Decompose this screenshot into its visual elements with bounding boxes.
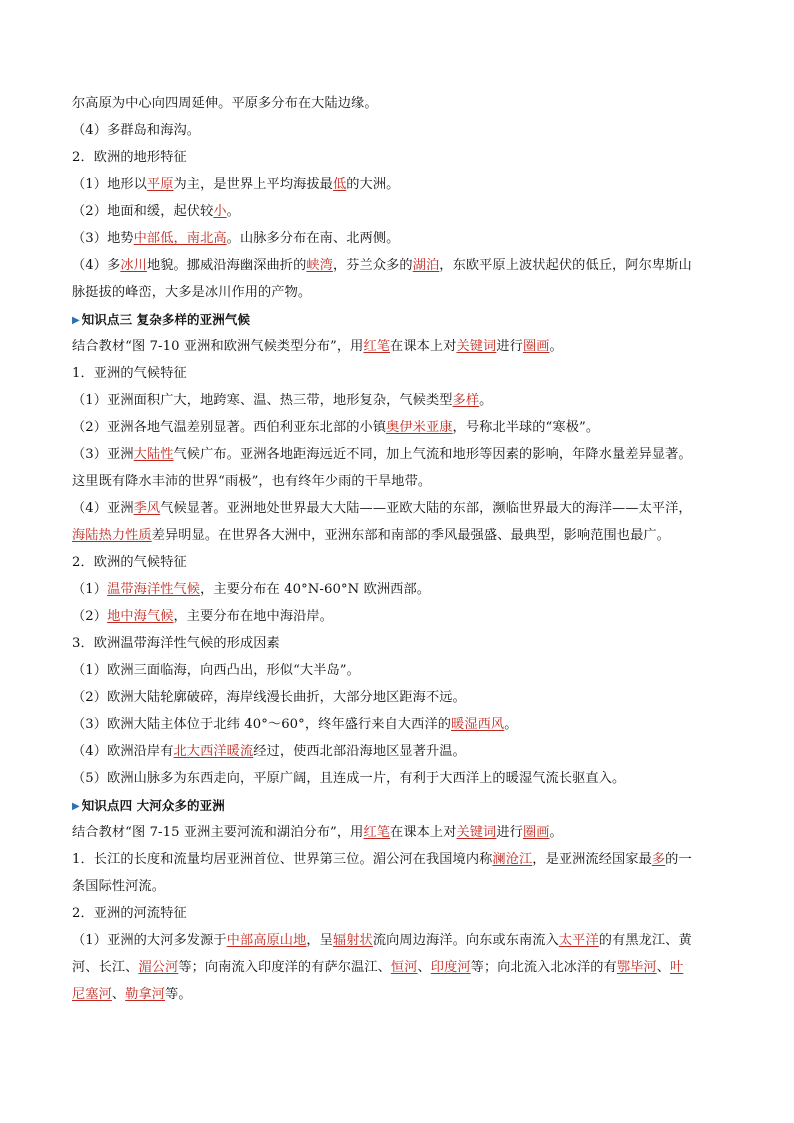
highlighted-keyword: 小 — [213, 204, 227, 219]
highlighted-keyword: 圈画 — [522, 825, 550, 840]
highlighted-keyword: 多 — [651, 852, 666, 867]
text-segment: 流向周边海洋。向东或东南流入 — [372, 933, 559, 948]
text-line — [72, 414, 744, 441]
text-line — [72, 279, 744, 306]
highlighted-keyword: 关键词 — [456, 825, 497, 840]
text-segment: 气候广布。亚洲各地距海远近不同，加上气流和地形等因素的影响，年降水量差异显著。 — [173, 447, 692, 462]
text-line — [72, 954, 744, 981]
text-segment: 进行 — [496, 339, 523, 354]
highlighted-keyword: 太平洋 — [558, 933, 599, 948]
text-segment: （2）欧洲大陆轮廓破碎，海岸线漫长曲折，大部分地区距海不远。 — [72, 690, 466, 705]
text-segment: 。 — [549, 825, 563, 840]
text-line — [72, 900, 744, 927]
text-line — [72, 981, 744, 1008]
text-line — [72, 846, 744, 873]
highlighted-keyword: 奥伊米亚康 — [386, 420, 453, 435]
highlighted-keyword: 红笔 — [363, 825, 391, 840]
highlighted-keyword: 中部低，南北高 — [133, 231, 227, 246]
text-segment: ，东欧平原上波状起伏的低丘，阿尔卑斯山 — [439, 258, 692, 273]
text-segment: （1）亚洲面积广大，地跨寒、温、热三带，地形复杂，气候类型 — [72, 393, 453, 408]
text-segment: 结合教材“图 7-15 亚洲主要河流和湖泊分布”，用 — [72, 825, 364, 840]
text-line — [72, 387, 744, 414]
highlighted-keyword: 大陆性 — [133, 447, 174, 462]
highlighted-keyword: 尼塞河 — [72, 987, 112, 1002]
text-segment: （4）欧洲沿岸有 — [72, 744, 174, 759]
highlighted-keyword: 北大西洋暖流 — [173, 744, 254, 759]
highlighted-keyword: 关键词 — [456, 339, 497, 354]
text-segment: 知识点四 大河众多的亚洲 — [81, 798, 225, 813]
text-segment: 经过，使西北部沿海地区显著升温。 — [253, 744, 466, 759]
highlighted-keyword: 恒河 — [390, 960, 418, 975]
highlighted-keyword: 峡湾 — [306, 258, 333, 273]
highlighted-keyword: 印度河 — [430, 960, 471, 975]
text-line — [72, 495, 744, 522]
highlighted-keyword: 红笔 — [363, 339, 391, 354]
text-segment: 为主，是世界上平均海拔最 — [173, 177, 333, 192]
highlighted-keyword: 澜沧江 — [492, 852, 533, 867]
text-segment: ，呈 — [306, 933, 333, 948]
text-line — [72, 603, 744, 630]
text-segment: 条国际性河流。 — [72, 879, 166, 894]
text-segment: ，主要分布在地中海沿岸。 — [173, 609, 333, 624]
text-segment: （3）地势 — [72, 231, 134, 246]
text-segment: 。 — [479, 393, 493, 408]
highlighted-keyword: 湄公河 — [138, 960, 179, 975]
text-line — [72, 252, 744, 279]
triangle-marker-icon: ▶ — [72, 315, 80, 326]
text-segment: 3．欧洲温带海洋性气候的形成因素 — [72, 636, 280, 651]
text-segment: 、 — [656, 960, 671, 975]
text-segment: 知识点三 复杂多样的亚洲气候 — [81, 312, 251, 327]
text-line — [72, 927, 744, 954]
text-line — [72, 144, 744, 171]
text-line — [72, 198, 744, 225]
text-segment: （4）多群岛和海沟。 — [72, 123, 201, 138]
text-segment: （2）亚洲各地气温差别显著。西伯利亚东北部的小镇 — [72, 420, 387, 435]
highlighted-keyword: 冰川 — [120, 258, 147, 273]
text-segment: （4）多 — [72, 258, 121, 273]
text-segment: 、 — [111, 987, 126, 1002]
text-segment: （4）亚洲 — [72, 501, 134, 516]
text-line — [72, 171, 744, 198]
text-segment: 河、长江、 — [72, 960, 139, 975]
highlighted-keyword: 低 — [332, 177, 347, 192]
highlighted-keyword: 海陆热力性质 — [72, 528, 152, 543]
text-line — [72, 441, 744, 468]
text-segment: 脉挺拔的峰峦，大多是冰川作用的产物。 — [72, 285, 312, 300]
highlighted-keyword: 叶 — [670, 960, 684, 975]
text-segment: （3）亚洲 — [72, 447, 134, 462]
text-line — [72, 738, 744, 765]
text-segment: 2．欧洲的气候特征 — [72, 555, 187, 570]
text-line — [72, 468, 744, 495]
text-segment: 的一 — [665, 852, 692, 867]
text-segment: 结合教材“图 7-10 亚洲和欧洲气候类型分布”，用 — [72, 339, 364, 354]
text-segment: 。山脉多分布在南、北两侧。 — [226, 231, 400, 246]
text-line — [72, 684, 744, 711]
highlighted-keyword: 湖泊 — [412, 258, 440, 273]
text-line — [72, 765, 744, 792]
text-line — [72, 225, 744, 252]
highlighted-keyword: 季风 — [133, 501, 161, 516]
text-segment: （5）欧洲山脉多为东西走向，平原广阔，且连成一片，有利于大西洋上的暖湿气流长驱直入。 — [72, 771, 626, 786]
text-line — [72, 117, 744, 144]
text-segment: ，芬兰众多的 — [332, 258, 413, 273]
text-segment: （2）地面和缓，起伏较 — [72, 204, 214, 219]
text-line — [72, 549, 744, 576]
text-segment: 差异明显。在世界各大洲中，亚洲东部和南部的季风最强盛、最典型，影响范围也最广。 — [151, 528, 670, 543]
text-segment: 气候显著。亚洲地处世界最大大陆——亚欧大陆的东部，濒临世界最大的海洋——太平洋， — [160, 501, 692, 516]
text-segment: （3）欧洲大陆主体位于北纬 40°～60°，终年盛行来自大西洋的 — [72, 717, 452, 732]
text-segment: ，是亚洲流经国家最 — [532, 852, 652, 867]
highlighted-keyword: 鄂毕河 — [616, 960, 657, 975]
text-segment: 等；向北流入北冰洋的有 — [470, 960, 617, 975]
text-segment: （1）亚洲的大河多发源于 — [72, 933, 227, 948]
text-segment: （2） — [72, 609, 108, 624]
text-segment: ，号称北半球的“寒极”。 — [452, 420, 600, 435]
text-segment: 等。 — [165, 987, 192, 1002]
text-segment: 尔高原为中心向四周延伸。平原多分布在大陆边缘。 — [72, 96, 378, 111]
text-line — [72, 90, 744, 117]
text-line — [72, 576, 744, 603]
highlighted-keyword: 暖湿西风 — [451, 717, 505, 732]
text-segment: 2．亚洲的河流特征 — [72, 906, 187, 921]
text-segment: 1．亚洲的气候特征 — [72, 366, 187, 381]
text-line — [72, 873, 744, 900]
text-segment: （1）地形以 — [72, 177, 147, 192]
highlighted-keyword: 勒拿河 — [125, 987, 166, 1002]
text-segment: 。 — [226, 204, 240, 219]
document-body — [72, 90, 744, 1008]
text-line — [72, 711, 744, 738]
text-line — [72, 819, 744, 846]
text-segment: 地貌。挪威沿海幽深曲折的 — [146, 258, 307, 273]
text-segment: 的大洲。 — [346, 177, 400, 192]
highlighted-keyword: 地中海气候 — [107, 609, 174, 624]
text-segment: 1．长江的长度和流量均居亚洲首位、世界第三位。湄公河在我国境内称 — [72, 852, 493, 867]
text-segment: 在课本上对 — [390, 339, 457, 354]
text-segment: 2．欧洲的地形特征 — [72, 150, 187, 165]
text-line — [72, 630, 744, 657]
knowledge-point-heading — [72, 306, 744, 333]
text-segment: 、 — [417, 960, 431, 975]
text-segment: 这里既有降水丰沛的世界“雨极”，也有终年少雨的干旱地带。 — [72, 474, 432, 489]
highlighted-keyword: 圈画 — [522, 339, 550, 354]
text-segment: 等；向南流入印度洋的有萨尔温江、 — [178, 960, 391, 975]
text-segment: 。 — [504, 717, 518, 732]
knowledge-point-heading — [72, 792, 744, 819]
text-line — [72, 657, 744, 684]
text-segment: ，主要分布在 40°N-60°N 欧洲西部。 — [200, 582, 431, 597]
text-segment: 的有黑龙江、黄 — [598, 933, 692, 948]
highlighted-keyword: 中部高原山地 — [226, 933, 307, 948]
highlighted-keyword: 多样 — [452, 393, 480, 408]
text-line — [72, 360, 744, 387]
text-segment: 进行 — [496, 825, 523, 840]
highlighted-keyword: 平原 — [146, 177, 174, 192]
text-segment: 。 — [549, 339, 563, 354]
text-segment: （1）欧洲三面临海，向西凸出，形似“大半岛”。 — [72, 663, 360, 678]
text-line — [72, 333, 744, 360]
text-segment: 在课本上对 — [390, 825, 457, 840]
text-line — [72, 522, 744, 549]
highlighted-keyword: 辐射状 — [332, 933, 373, 948]
highlighted-keyword: 温带海洋性气候 — [107, 582, 201, 597]
text-segment: （1） — [72, 582, 108, 597]
triangle-marker-icon: ▶ — [72, 801, 80, 812]
